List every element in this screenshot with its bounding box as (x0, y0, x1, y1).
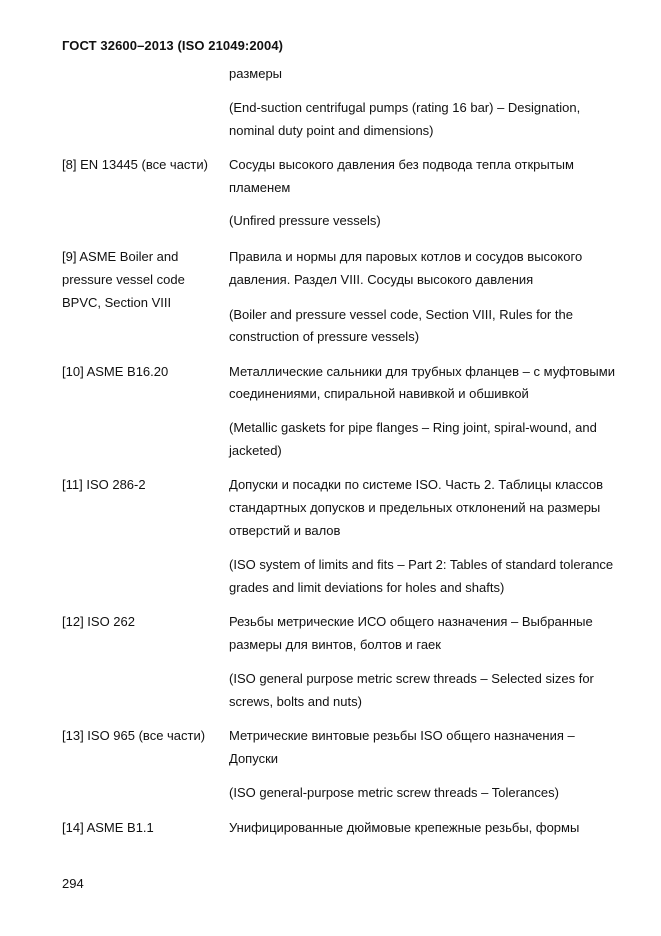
reference-ru-line: размеры для винтов, болтов и гаек (229, 637, 441, 652)
page-number: 294 (62, 876, 84, 891)
reference-en-line: construction of pressure vessels) (229, 329, 420, 344)
reference-ru-line: Металлические сальники для трубных фланцев – с муфтовыми (229, 364, 615, 379)
reference-id: [8] EN 13445 (все части) (62, 157, 208, 172)
continuation-en-line: (End-suction centrifugal pumps (rating 16 bar) – Designation, (229, 100, 581, 115)
reference-ru-line: Допуски (229, 751, 279, 766)
reference-en-line: (Metallic gaskets for pipe flanges – Ring joint, spiral-wound, and (229, 420, 597, 435)
reference-en-line: screws, bolts and nuts) (229, 694, 362, 709)
continuation-ru-line: размеры (229, 66, 283, 81)
reference-ru-line: соединениями, спиральной навивкой и обшивкой (229, 386, 529, 401)
reference-ru-line: Метрические винтовые резьбы ISO общего назначения – (229, 728, 575, 743)
reference-en-line: grades and limit deviations for holes and shafts) (229, 580, 505, 595)
reference-ru-line: давления. Раздел VIII. Сосуды высокого давления (229, 272, 534, 287)
reference-ru-line: Допуски и посадки по системе ISO. Часть 2. Таблицы классов (229, 477, 604, 492)
reference-ru-line: Правила и нормы для паровых котлов и сосудов высокого (229, 249, 583, 264)
reference-en-line: jacketed) (229, 443, 282, 458)
reference-id: [11] ISO 286-2 (62, 477, 146, 492)
reference-id: pressure vessel code (62, 272, 185, 287)
reference-en-line: (Boiler and pressure vessel code, Section VIII, Rules for the (229, 307, 573, 322)
continuation-en-line: nominal duty point and dimensions) (229, 123, 434, 138)
reference-en-line: (ISO general purpose metric screw threads – Selected sizes for (229, 671, 594, 686)
reference-id: [9] ASME Boiler and (62, 249, 179, 264)
reference-ru-line: Резьбы метрические ИСО общего назначения – Выбранные (229, 614, 593, 629)
reference-ru-line: Сосуды высокого давления без подвода тепла открытым (229, 157, 574, 172)
reference-id: BPVC, Section VIII (62, 295, 172, 310)
reference-ru-line: Унифицированные дюймовые крепежные резьбы, формы (229, 820, 580, 835)
reference-en-line: (Unfired pressure vessels) (229, 213, 381, 228)
page-header: ГОСТ 32600–2013 (ISO 21049:2004) (62, 38, 284, 53)
reference-ru-line: пламенем (229, 180, 291, 195)
reference-en-line: (ISO system of limits and fits – Part 2: Tables of standard tolerance (229, 557, 614, 572)
reference-ru-line: стандартных допусков и предельных отклонений на размеры (229, 500, 601, 515)
reference-id: [12] ISO 262 (62, 614, 135, 629)
reference-id: [14] ASME B1.1 (62, 820, 154, 835)
reference-id: [10] ASME B16.20 (62, 364, 169, 379)
reference-ru-line: отверстий и валов (229, 523, 341, 538)
reference-en-line: (ISO general-purpose metric screw threads – Tolerances) (229, 785, 559, 800)
reference-id: [13] ISO 965 (все части) (62, 728, 206, 743)
